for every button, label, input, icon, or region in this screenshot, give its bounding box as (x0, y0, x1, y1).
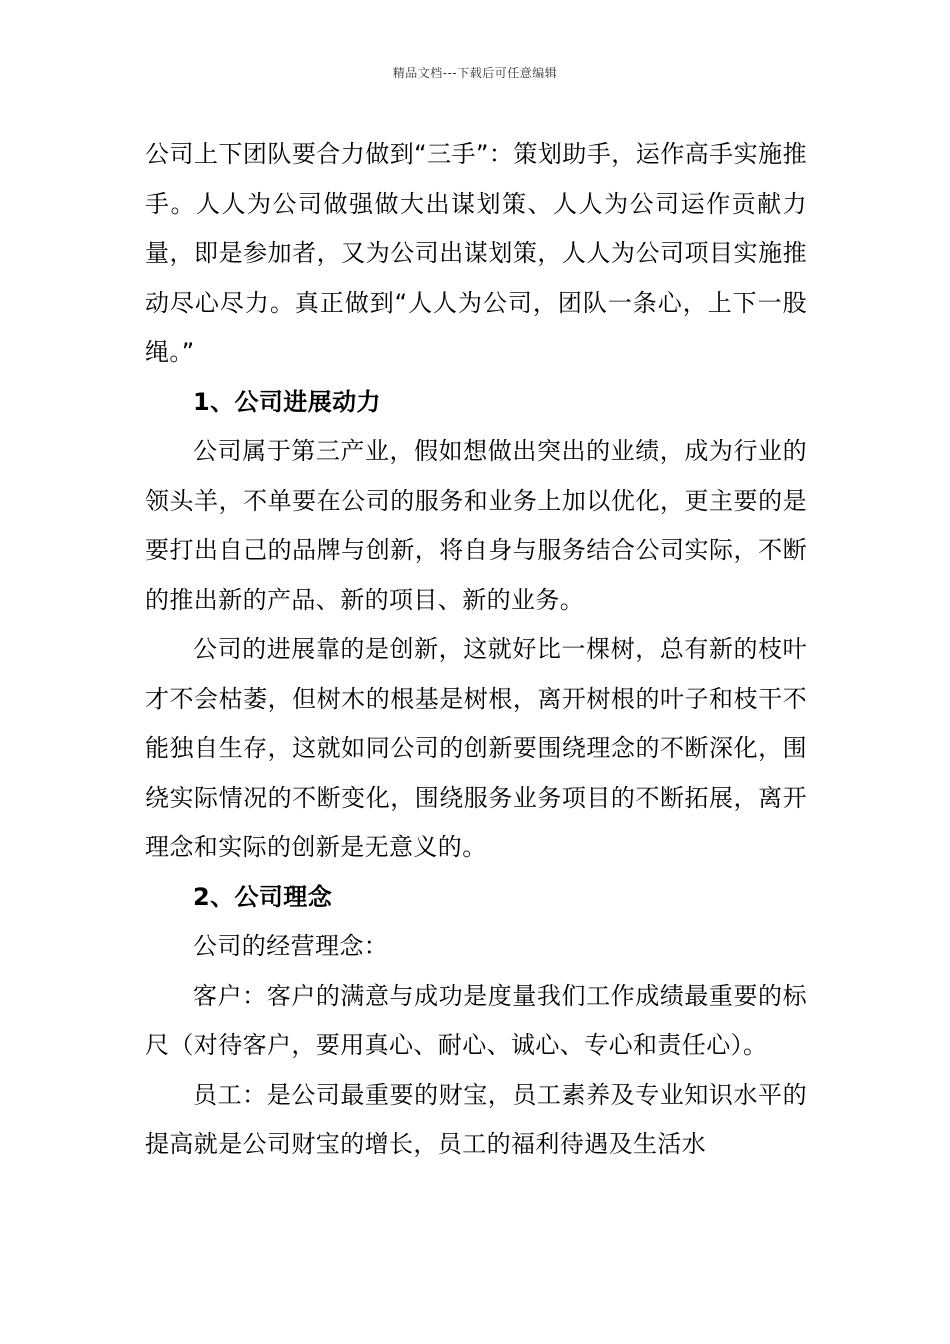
section-heading-company-philosophy: 2、公司理念 (193, 882, 333, 911)
paragraph-third-industry: 公司属于第三产业，假如想做出突出的业绩，成为行业的领头羊，不单要在公司的服务和业务上加以优化，更主要的是要打出自己的品牌与创新，将自身与服务结合公司实际，不断的推出新的产品、新的项目、新的业务。 (145, 437, 807, 614)
paragraph-team-slogan: 公司上下团队要合力做到“三手”：策划助手，运作高手实施推手。人人为公司做强做大出谋划策、人人为公司运作贡献力量，即是参加者，又为公司出谋划策，人人为公司项目实施推动尽心尽力。真正做到“人人为公司，团队一条心，上下一股绳。” (145, 140, 807, 366)
page-header: 精品文档---下载后可任意编辑 (392, 66, 558, 80)
paragraph-customer: 客户：客户的满意与成功是度量我们工作成绩最重要的标尺（对待客户，要用真心、耐心、诚心、专心和责任心）。 (145, 981, 807, 1059)
paragraph-employee: 员工：是公司最重要的财宝，员工素养及专业知识水平的提高就是公司财宝的增长，员工的福利待遇及生活水 (145, 1080, 807, 1158)
section-heading-development-drive: 1、公司进展动力 (193, 387, 381, 416)
document-body (145, 130, 807, 1170)
paragraph-business-philosophy: 公司的经营理念： (193, 932, 389, 960)
paragraph-innovation: 公司的进展靠的是创新，这就好比一棵树，总有新的枝叶才不会枯萎，但树木的根基是树根，离开树根的叶子和枝干不能独自生存，这就如同公司的创新要围绕理念的不断深化，围绕实际情况的不断变化，围绕服务业务项目的不断拓展，离开理念和实际的创新是无意义的。 (145, 635, 807, 861)
